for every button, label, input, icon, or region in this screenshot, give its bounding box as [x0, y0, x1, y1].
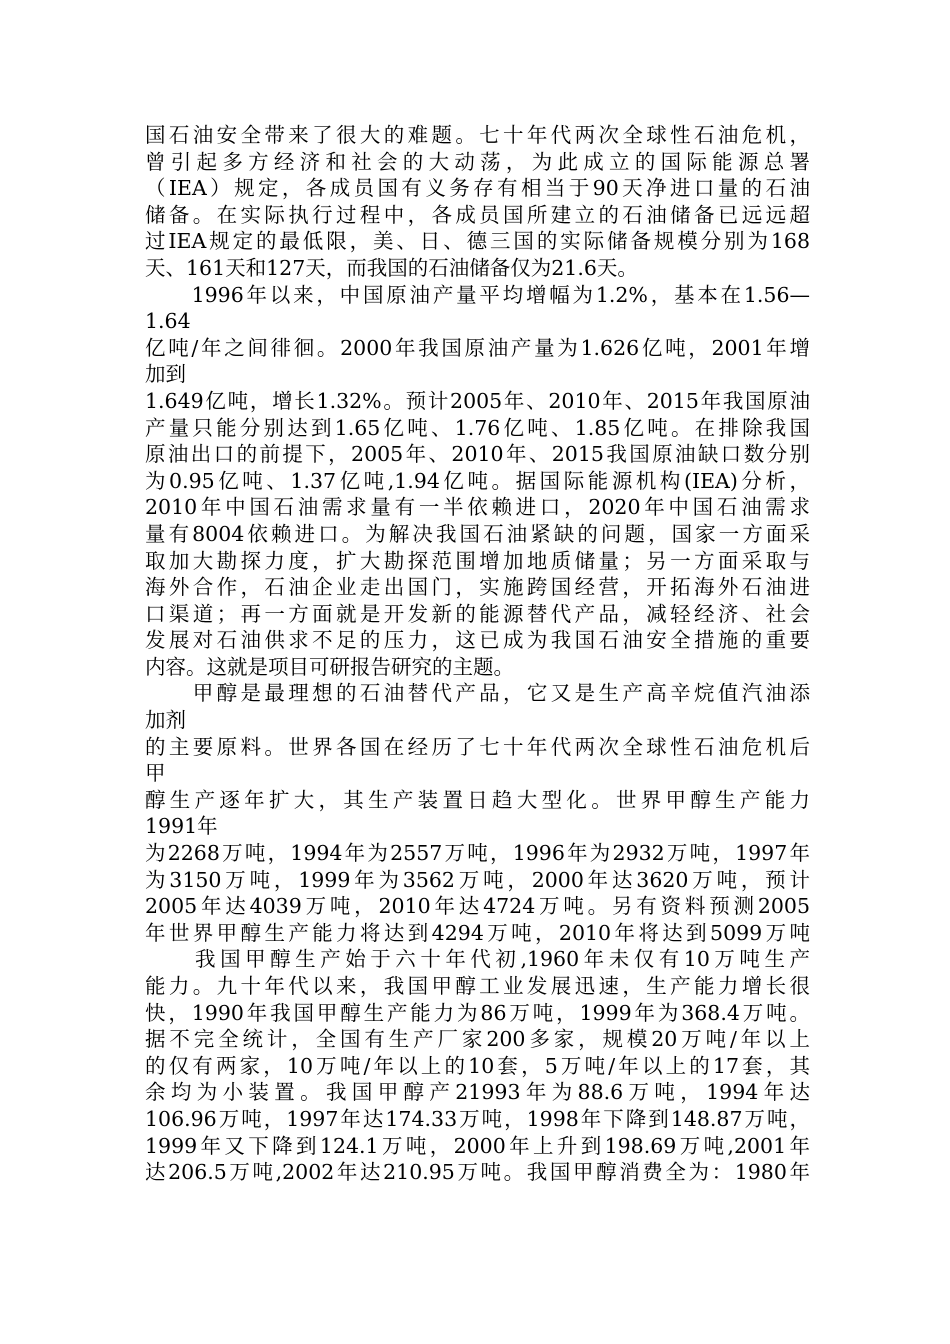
- text-line: （IEA）规定，各成员国有义务存有相当于90天净进口量的石油: [145, 176, 810, 201]
- text-line: 1991年: [145, 814, 218, 839]
- text-line: 原油出口的前提下，2005年、2010年、2015我国原油缺口数分别: [145, 442, 810, 467]
- text-line: 为2268万吨，1994年为2557万吨，1996年为2932万吨，1997年: [145, 841, 810, 866]
- text-line: 亿吨/年之间徘徊。2000年我国原油产量为1.626亿吨，2001年增: [145, 335, 810, 360]
- text-line: 1999年又下降到124.1万吨，2000年上升到198.69万吨,2001年: [145, 1133, 810, 1158]
- text-line: 海外合作，石油企业走出国门，实施跨国经营，开拓海外石油进: [145, 575, 810, 600]
- text-line: 过IEA规定的最低限，美、日、德三国的实际储备规模分别为168: [145, 229, 810, 254]
- text-line: 醇生产逐年扩大，其生产装置日趋大型化。世界甲醇生产能力: [145, 787, 810, 812]
- text-line: 天、161天和127天，而我国的石油储备仅为21.6天。: [145, 255, 638, 280]
- document-body: [145, 122, 810, 1186]
- text-line: 的主要原料。世界各国在经历了七十年代两次全球性石油危机后: [145, 734, 810, 759]
- text-line: 2005年达4039万吨，2010年达4724万吨。另有资料预测2005: [145, 894, 810, 919]
- text-line: 年世界甲醇生产能力将达到4294万吨，2010年将达到5099万吨: [145, 920, 810, 945]
- text-line: 内容。这就是项目可研报告研究的主题。: [145, 654, 514, 679]
- text-line: 加剂: [145, 708, 186, 733]
- text-line: 取加大勘探力度，扩大勘探范围增加地质储量；另一方面采取与: [145, 548, 810, 573]
- text-line: 甲: [145, 761, 166, 786]
- text-line: 甲醇是最理想的石油替代产品，它又是生产高辛烷值汽油添: [145, 681, 810, 706]
- text-line: 为3150万吨，1999年为3562万吨，2000年达3620万吨，预计: [145, 867, 810, 892]
- text-line: 曾引起多方经济和社会的大动荡，为此成立的国际能源总署: [145, 149, 810, 174]
- text-line: 加到: [145, 362, 186, 387]
- text-line: 据不完全统计，全国有生产厂家200多家，规模20万吨/年以上: [145, 1027, 810, 1052]
- text-line: 能力。九十年代以来，我国甲醇工业发展迅速，生产能力增长很: [145, 974, 810, 998]
- text-line: 达206.5万吨,2002年达210.95万吨。我国甲醇消费全为：1980年: [145, 1160, 810, 1185]
- text-line: 1.649亿吨，增长1.32%。预计2005年、2010年、2015年我国原油: [145, 388, 810, 413]
- text-line: 为0.95亿吨、1.37亿吨,1.94亿吨。据国际能源机构(IEA)分析，: [145, 468, 810, 493]
- text-line: 口渠道；再一方面就是开发新的能源替代产品，减轻经济、社会: [145, 601, 810, 626]
- text-line: 我国甲醇生产始于六十年代初,1960年未仅有10万吨生产: [145, 947, 810, 972]
- text-line: 发展对石油供求不足的压力，这已成为我国石油安全措施的重要: [145, 628, 810, 653]
- text-line: 储备。在实际执行过程中，各成员国所建立的石油储备已远远超: [145, 202, 810, 227]
- text-line: 国石油安全带来了很大的难题。七十年代两次全球性石油危机，: [145, 123, 810, 147]
- text-line: 106.96万吨，1997年达174.33万吨，1998年下降到148.87万吨，: [145, 1106, 810, 1131]
- text-line: 1.64: [145, 309, 191, 334]
- text-line: 量有8004依赖进口。为解决我国石油紧缺的问题，国家一方面采: [145, 521, 810, 546]
- text-line: 1996年以来，中国原油产量平均增幅为1.2%，基本在1.56—: [145, 282, 810, 307]
- text-line: 快，1990年我国甲醇生产能力为86万吨，1999年为368.4万吨。: [145, 1000, 810, 1025]
- text-line: 余均为小装置。我国甲醇产21993年为88.6万吨，1994年达: [145, 1080, 810, 1105]
- text-line: 产量只能分别达到1.65亿吨、1.76亿吨、1.85亿吨。在排除我国: [145, 415, 810, 440]
- text-line: 2010年中国石油需求量有一半依赖进口，2020年中国石油需求: [145, 495, 810, 520]
- text-line: 的仅有两家，10万吨/年以上的10套，5万吨/年以上的17套，其: [145, 1053, 810, 1078]
